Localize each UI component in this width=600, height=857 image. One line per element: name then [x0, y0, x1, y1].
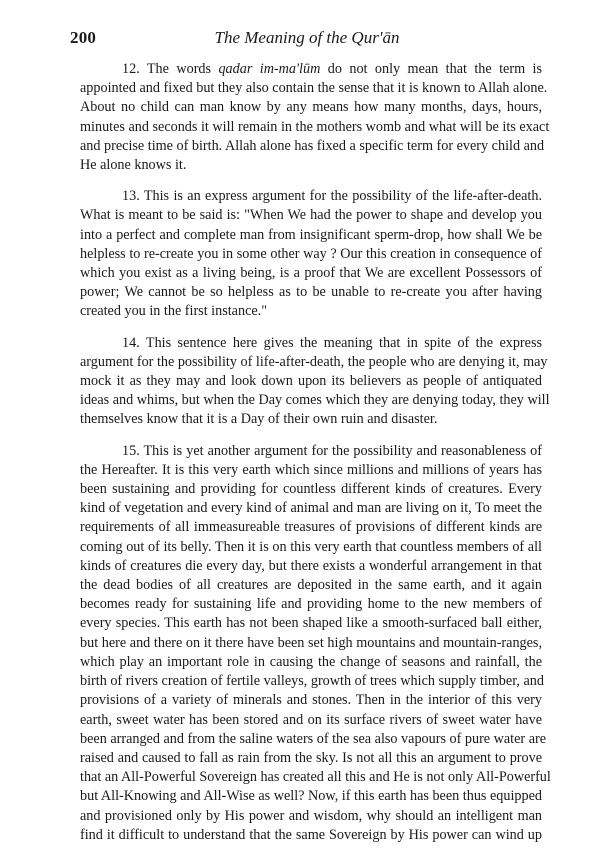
text-line — [80, 595, 542, 614]
running-title: The Meaning of the Qur'ān — [214, 28, 400, 47]
text-line — [80, 206, 542, 225]
text-line — [80, 749, 542, 768]
text-line — [80, 137, 545, 156]
text-run: This is an express argument for the possibility of the life-after-death. — [143, 188, 542, 205]
text-run: been arranged and from the saline waters of the sea also vapours of pure water are — [80, 730, 547, 747]
italic-term: qadar im-ma'lūm — [218, 61, 321, 77]
text-run: minutes and seconds it will remain in the mothers womb and what will be its exact — [80, 118, 550, 135]
text-run: earth, sweet water has been stored and on its surface rivers of sweet water have — [80, 711, 542, 728]
text-run: been sustaining and providing for countless different kinds of creatures. Every — [80, 481, 542, 498]
text-run: every species. This earth has not been shaped like a smooth-surfaced ball either, — [80, 615, 542, 632]
text-run: created you in the first instance." — [80, 303, 268, 320]
text-line — [80, 334, 542, 353]
text-run: the Hereafter. It is this very earth which since millions and millions of years has — [80, 461, 542, 478]
text-line — [80, 98, 542, 117]
text-run: into a perfect and complete man from insignificant sperm-drop, how shall We be — [80, 226, 542, 243]
text-line — [80, 187, 542, 206]
text-run: mock it as they may and look down upon its believers as people of antiquated — [80, 373, 542, 390]
text-line — [80, 557, 542, 576]
text-line — [80, 410, 542, 429]
text-line — [80, 634, 542, 653]
text-line — [80, 245, 542, 264]
text-line — [80, 156, 542, 175]
text-line — [80, 60, 542, 79]
note-13 — [80, 187, 542, 321]
text-run: This sentence here gives the meaning that in spite of the express — [145, 334, 542, 351]
text-line — [80, 226, 542, 245]
text-run: and precise time of birth. Allah alone has fixed a specific term for every child and — [80, 137, 545, 154]
note-number: 15. — [122, 442, 144, 459]
text-run: kind of vegetation and every kind of animal and man are living on it, To meet the — [80, 500, 542, 517]
text-run: which play an important role in causing the change of seasons and rainfall, the — [80, 653, 542, 670]
text-line — [80, 461, 542, 480]
text-run: He alone knows it. — [80, 157, 187, 174]
text-run: but All-Knowing and All-Wise as well? Now, if this earth has been thus equipped — [80, 788, 542, 805]
text-line — [80, 672, 542, 691]
text-line — [80, 518, 542, 537]
text-run: find it difficult to understand that the same Sovereign by His power can wind up — [80, 826, 542, 843]
text-run: argument for the possibility of life-after-death, the people who are denying it, may — [80, 353, 548, 370]
page-header — [70, 28, 544, 54]
text-run: coming out of its belly. Then it is on this very earth that countless members of all — [80, 538, 542, 555]
text-line — [80, 787, 542, 806]
note-15 — [80, 442, 551, 845]
text-run: provisions of a variety of minerals and stones. Then in the interior of this very — [80, 692, 542, 709]
text-run: The words — [146, 61, 219, 77]
page-number: 200 — [70, 28, 97, 47]
text-run: kinds of creatures die every day, but there exists a wonderful arrangement in that — [80, 557, 542, 574]
commentary-body — [80, 60, 551, 857]
text-line — [80, 768, 551, 787]
text-run: which you exist as a living being, is a proof that We are excellent Possessors of — [80, 265, 542, 282]
text-run: power; We cannot be so helpless as to be unable to re-create you after having — [80, 284, 542, 301]
note-14 — [80, 334, 550, 430]
note-number: 12. — [122, 61, 147, 77]
text-run: and provisioned only by His power and wisdom, why should an intelligent man — [80, 807, 542, 824]
text-run: requirements of all immeasureable treasures of provisions of different kinds are — [80, 519, 542, 536]
text-run: About no child can man know by any means how many months, days, hours, — [80, 99, 542, 116]
text-run: raised and caused to fall as rain from the sky. Is not all this an argument to prove — [80, 749, 542, 766]
text-run: becomes ready for sustaining life and providing home to the new members of — [80, 596, 542, 613]
text-run: the dead bodies of all creatures are deposited in the same earth, and it again — [80, 577, 542, 594]
text-run: appointed and fixed but they also contain the sense that it is known to Allah alone. — [80, 80, 548, 97]
note-12 — [80, 60, 550, 175]
text-line — [80, 391, 550, 410]
text-run: helpless to re-create you in some other way ? Our this creation in consequence of — [80, 245, 542, 262]
text-line — [80, 499, 542, 518]
text-line — [80, 372, 542, 391]
text-run: birth of rivers creation of fertile valleys, growth of trees which supply timber, and — [80, 673, 544, 690]
text-line — [80, 79, 548, 98]
text-run: ideas and whims, but when the Day comes which they are denying today, they will — [80, 392, 550, 409]
text-line — [80, 353, 548, 372]
text-line — [80, 576, 542, 595]
text-line — [80, 283, 542, 302]
text-line — [80, 118, 550, 137]
note-number: 14. — [122, 334, 146, 351]
text-run: but here and there on it there have been set high mountains and mountain-ranges, — [80, 634, 542, 651]
text-run: What is meant to be said is: "When We had the power to shape and develop you — [80, 207, 542, 224]
text-line — [80, 538, 542, 557]
text-run: do not only mean that the term is — [320, 61, 542, 77]
text-line — [80, 480, 542, 499]
text-line — [80, 691, 542, 710]
text-line — [80, 730, 547, 749]
text-run: themselves know that it is a Day of their own ruin and disaster. — [80, 411, 438, 428]
text-run: This is yet another argument for the possibility and reasonableness of — [143, 442, 542, 459]
text-line — [80, 302, 542, 321]
text-line — [80, 711, 542, 730]
note-number: 13. — [122, 188, 144, 205]
text-run: that an All-Powerful Sovereign has created all this and He is not only All-Powerful — [80, 769, 551, 786]
text-line — [80, 442, 542, 461]
text-line — [80, 264, 542, 283]
text-line — [80, 826, 542, 845]
text-line — [80, 614, 542, 633]
text-line — [80, 653, 542, 672]
